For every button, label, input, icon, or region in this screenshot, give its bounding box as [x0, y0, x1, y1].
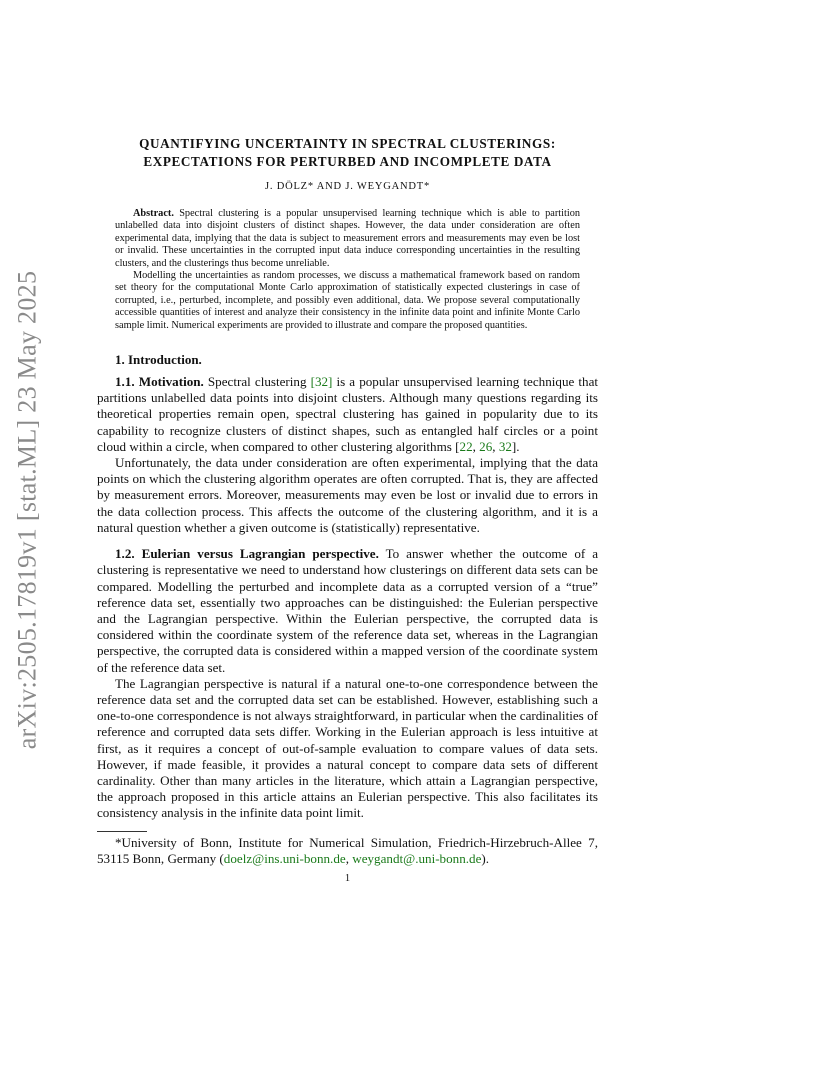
- motivation-text-b: is a popular unsupervised learning technique that partitions unlabelled data points into disjoint clusters. Although many questions regarding its theoretical properties remain open, spectral clustering has gained in popularity due to its capability to recognize clusters of distinct shapes, such as entangled half circles or a point cloud within a circle, when compared to other clustering algorithms: [97, 374, 599, 454]
- citation-link[interactable]: [32]: [310, 374, 333, 390]
- author-line: J. DÖLZ* AND J. WEYGANDT*: [264, 181, 431, 192]
- subsection-heading-perspective: 1.2. Eulerian versus Lagrangian perspective.: [115, 546, 379, 562]
- perspective-paragraph-2: The Lagrangian perspective is natural if a natural one-to-one correspondence between the reference data set and the corrupted data set can be established. However, establishing such a one-to-one correspondence is not always straightforward, in particular when the cardinalities of reference and corrupted data sets differ. Working in the Eulerian approach is less intuitive at first, as it requires a concept of out-of-sample evaluation to compare values of data sets. However, if made feasible, it provides a natural concept to compare data sets of different cardinality. Other than many articles in the literature, which attain a Lagrangian perspective, the approach proposed in this article attains an Eulerian perspective. This also facilitates its consistency analysis in the infinite data point limit.: [97, 675, 598, 821]
- arxiv-identifier: arXiv:2505.17819v1 [stat.ML] 23 May 2025: [12, 270, 42, 750]
- perspective-text-1: To answer whether the outcome of a clustering is representative we need to understand how clusterings on different data sets can be compared. Modelling the perturbed and incomplete data as a corrupted version of a “true” reference data set, essentially two approaches can be distinguished: the Eulerian perspective and the Lagrangian perspective. Within the Eulerian perspective, the corrupted data is considered within the coordinate system of the reference data set, whereas in the Lagrangian perspective, the corrupted data is considered within a mapped version of the coordinate system of the reference data set.: [97, 546, 599, 675]
- abstract: [97, 208, 598, 332]
- title-line-1: QUANTIFYING UNCERTAINTY IN SPECTRAL CLUSTERINGS:: [139, 136, 556, 151]
- abstract-text-1: Spectral clustering is a popular unsupervised learning technique which is able to partition unlabelled data into disjoint clusters of distinct shapes. However, the data under consideration are often experimental data, implying that the data is subject to measurement errors and measurements may even be lost or invalid. These uncertainties in the corrupted input data induce corresponding uncertainties in the resulting clusters, and the clusterings thus become unreliable.: [115, 208, 580, 269]
- motivation-paragraph-2: Unfortunately, the data under consideration are often experimental, implying that the data points on which the clustering algorithm operates are often corrupted. That is, they are affected by measurement errors. Moreover, measurements may even be lost or invalid due to errors in the data collection process. This affects the outcome of the clustering algorithm, and it is a natural question whether a given outcome is (statistically) representative.: [97, 455, 598, 535]
- citation-link[interactable]: 22: [459, 438, 473, 454]
- citation-link[interactable]: 32: [498, 438, 512, 454]
- paper-title: [97, 135, 598, 171]
- email-link-doelz[interactable]: doelz@ins.uni-bonn.de: [223, 850, 346, 866]
- motivation-paragraph-1: 1.1. Motivation. Spectral clustering [32] is a popular unsupervised learning technique that partitions unlabelled data points into disjoint clusters. Although many questions regarding its theoretical properties remain open, spectral clustering has gained in popularity due to its capability to recognize clusters of distinct shapes, such as entangled half circles or a point cloud within a circle, when compared to other clustering algorithms [22, 26, 32].: [97, 374, 599, 454]
- citation-bracket-close: ].: [511, 438, 520, 454]
- section-heading-introduction: 1. Introduction.: [115, 352, 202, 368]
- paper-page: [97, 135, 598, 884]
- affiliation-footnote: [97, 835, 598, 867]
- citation-bracket-open: [: [455, 438, 460, 454]
- footnote-separator: ,: [345, 850, 353, 866]
- motivation-text-a: Spectral clustering: [203, 374, 311, 390]
- subsection-heading-motivation: 1.1. Motivation.: [115, 374, 204, 390]
- abstract-label: Abstract.: [133, 208, 174, 219]
- page-number: 1: [344, 872, 351, 884]
- arxiv-side-stamp: [4, 270, 50, 750]
- main-body: [97, 352, 598, 884]
- citation-link[interactable]: 26: [479, 438, 493, 454]
- email-link-weygandt[interactable]: weygandt@.uni-bonn.de: [352, 850, 482, 866]
- footnote-rule: [97, 831, 147, 832]
- footnote-text: *University of Bonn, Institute for Numerical Simulation, Friedrich-Hirzebruch-Allee 7, 53115 Bonn, Germany (: [97, 834, 598, 866]
- title-line-2: EXPECTATIONS FOR PERTURBED AND INCOMPLETE DATA: [143, 154, 552, 169]
- abstract-paragraph-1: [115, 208, 580, 270]
- footnote-close: ).: [481, 850, 490, 866]
- abstract-paragraph-2: Modelling the uncertainties as random processes, we discuss a mathematical framework based on random set theory for the computational Monte Carlo approximation of statistically expected clusterings in case of corrupted, i.e., perturbed, incomplete, and possibly even additional, data. We propose several computationally accessible quantities of interest and analyze their consistency in the infinite data point and infinite Monte Carlo sample limit. Numerical experiments are provided to illustrate and compare the proposed quantities.: [115, 270, 580, 331]
- perspective-paragraph-1: [97, 546, 598, 676]
